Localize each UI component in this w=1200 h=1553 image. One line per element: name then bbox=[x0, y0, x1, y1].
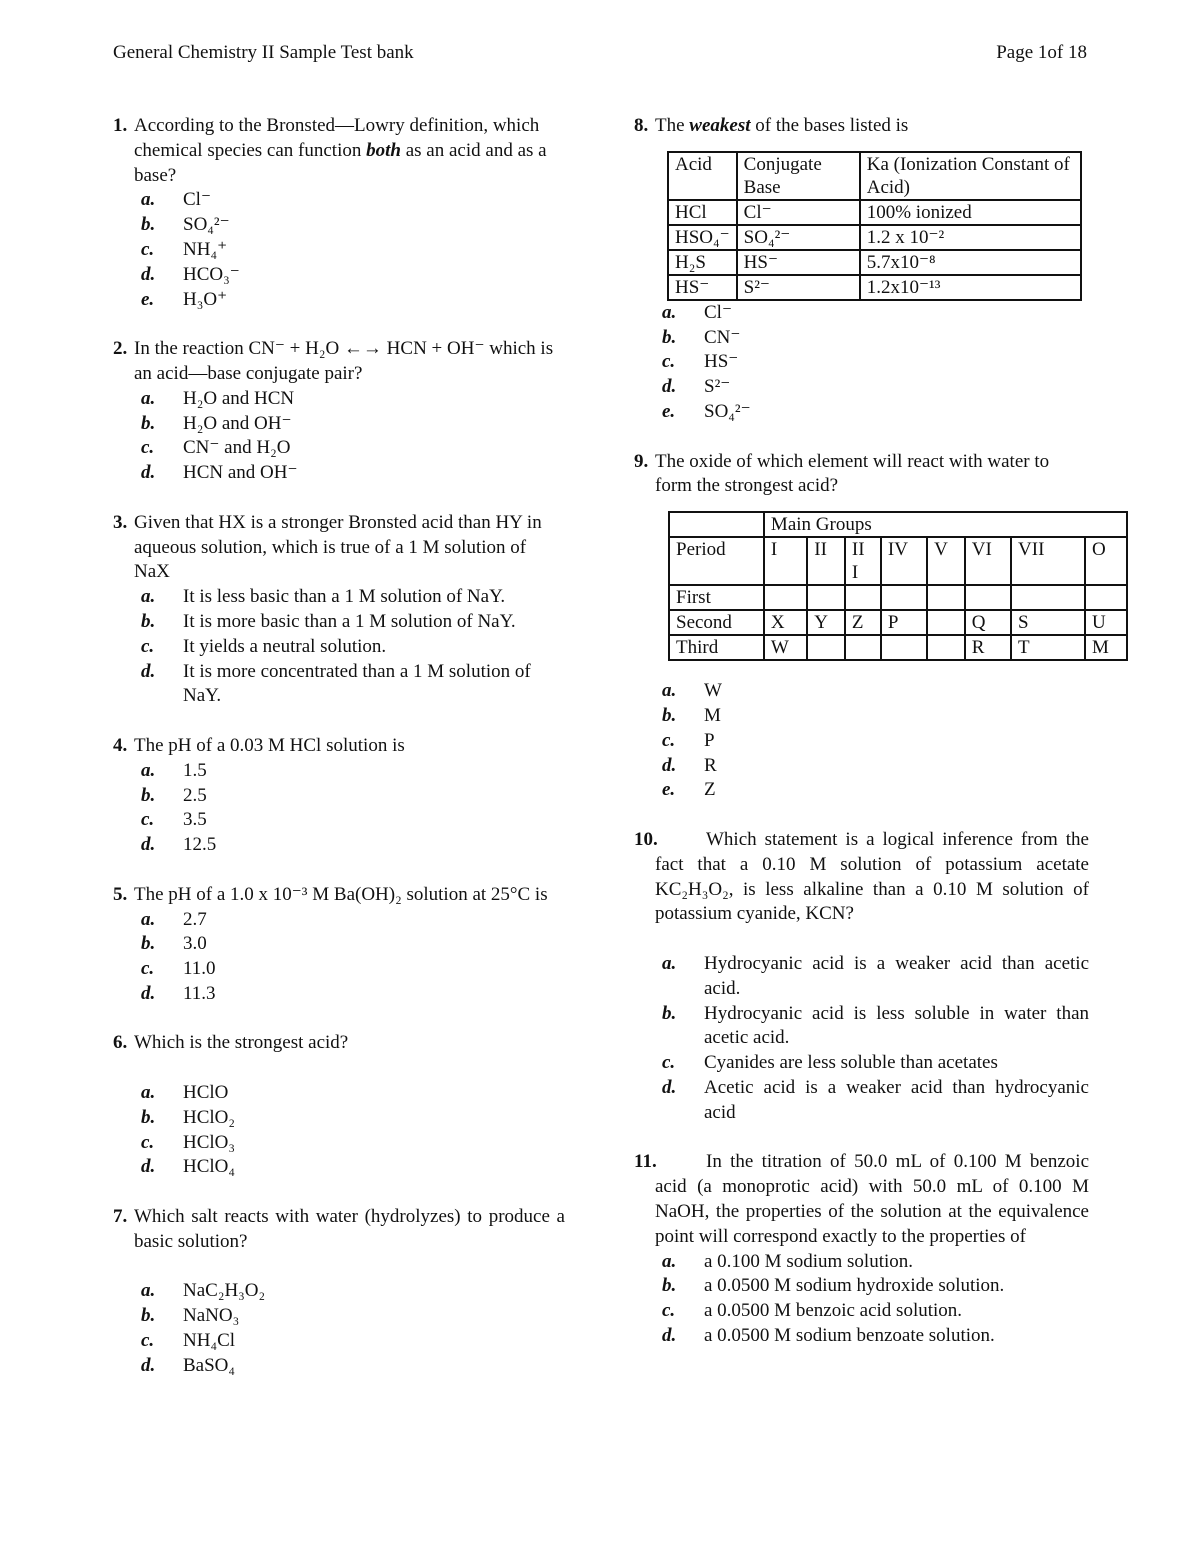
question-9 bbox=[634, 450, 1109, 804]
table-row: HSO₄⁻ SO₄²⁻ 1.2 x 10⁻² bbox=[668, 225, 1081, 250]
question-text: The oxide of which element will react with water to form the strongest acid? bbox=[655, 450, 1050, 497]
option-b: b. SO₄²⁻ bbox=[141, 214, 230, 236]
question-number: 7. bbox=[113, 1206, 128, 1228]
question-number: 1. bbox=[113, 115, 128, 136]
option-b: b. NaNO₃ bbox=[141, 1305, 240, 1327]
question-3 bbox=[113, 511, 565, 709]
question-text: In the titration of 50.0 mL of 0.100 M benzoic acid (a monoprotic acid) with 50.0 mL of 0.100 M NaOH, the properties of the solution at the equivalence point will correspond exactly to the properties of bbox=[655, 1151, 1089, 1247]
question-text: The pH of a 0.03 M HCl solution is bbox=[134, 734, 405, 756]
question-number: 9. bbox=[634, 450, 649, 472]
option-b: b. 2.5 bbox=[141, 784, 207, 806]
option-c: c. Cyanides are less soluble than acetates bbox=[662, 1052, 998, 1074]
option-c: c. P bbox=[662, 729, 715, 751]
option-b: b. a 0.0500 M sodium hydroxide solution. bbox=[662, 1275, 1005, 1297]
option-e: e. Z bbox=[662, 779, 716, 801]
table-header: Main Groups bbox=[764, 512, 1127, 537]
question-text: Which salt reacts with water (hydrolyzes) to produce a basic solution? bbox=[134, 1206, 565, 1252]
table-row: H₂S HS⁻ 5.7x10⁻⁸ bbox=[668, 250, 1081, 275]
table-header: Period bbox=[669, 537, 764, 585]
option-b: b. H₂O and OH⁻ bbox=[141, 412, 292, 434]
acid-base-table bbox=[667, 151, 1082, 301]
question-11 bbox=[634, 1150, 1089, 1348]
table-header: Ka (Ionization Constant of Acid) bbox=[860, 152, 1081, 200]
option-d: d. Acetic acid is a weaker acid than hydrocyanic acid bbox=[662, 1076, 1089, 1123]
question-4 bbox=[113, 734, 565, 858]
question-text: In the reaction CN⁻ + H₂O ←→ HCN + OH⁻ which is an acid—base conjugate pair? bbox=[134, 338, 554, 384]
option-b: b. M bbox=[662, 704, 721, 726]
question-number: 2. bbox=[113, 338, 128, 360]
table-row: First bbox=[669, 585, 1127, 610]
option-d: d. a 0.0500 M sodium benzoate solution. bbox=[662, 1324, 995, 1346]
question-number: 4. bbox=[113, 734, 128, 756]
question-number: 11. bbox=[634, 1151, 657, 1173]
question-text: Given that HX is a stronger Bronsted acid than HY in aqueous solution, which is true of a 1 M solution of NaX bbox=[134, 511, 542, 583]
option-d: d. HCO₃⁻ bbox=[141, 263, 240, 285]
option-c: c. NH₄Cl bbox=[141, 1330, 236, 1352]
option-c: c. 3.5 bbox=[141, 809, 207, 831]
question-number: 6. bbox=[113, 1032, 128, 1054]
table-header-row: Period I II II I IV V VI VII O bbox=[669, 537, 1127, 585]
option-b: b. CN⁻ bbox=[662, 326, 741, 348]
option-c: c. It yields a neutral solution. bbox=[141, 635, 387, 657]
question-number: 8. bbox=[634, 115, 649, 136]
option-d: d. HClO₄ bbox=[141, 1156, 236, 1178]
option-c: c. HClO₃ bbox=[141, 1131, 236, 1153]
question-text: Which is the strongest acid? bbox=[134, 1032, 349, 1054]
option-d: d. It is more concentrated than a 1 M solution of NaY. bbox=[141, 660, 531, 707]
option-c: c. 11.0 bbox=[141, 958, 216, 980]
table-row: HCl Cl⁻ 100% ionized bbox=[668, 200, 1081, 225]
option-d: d. 12.5 bbox=[141, 834, 217, 856]
option-d: d. R bbox=[662, 754, 717, 776]
option-a: a. a 0.100 M sodium solution. bbox=[662, 1250, 914, 1272]
option-a: a. H₂O and HCN bbox=[141, 387, 295, 409]
option-d: d. S²⁻ bbox=[662, 376, 731, 398]
question-6 bbox=[113, 1031, 565, 1180]
question-number: 10. bbox=[634, 828, 658, 850]
question-8 bbox=[634, 114, 1089, 425]
option-a: a. Cl⁻ bbox=[662, 301, 732, 323]
table-header-row bbox=[668, 152, 1081, 200]
option-e: e. H₃O⁺ bbox=[141, 288, 228, 310]
table-header: Acid bbox=[668, 152, 737, 200]
header-title: General Chemistry II Sample Test bank bbox=[113, 42, 414, 63]
table-row: Second X Y Z P Q S U bbox=[669, 610, 1127, 635]
option-a: a. It is less basic than a 1 M solution of NaY. bbox=[141, 586, 506, 608]
option-a: a. NaC₂H₃O₂ bbox=[141, 1280, 266, 1302]
question-2 bbox=[113, 337, 565, 486]
question-10 bbox=[634, 828, 1089, 1126]
option-a: a. 1.5 bbox=[141, 759, 207, 781]
question-7 bbox=[113, 1205, 565, 1379]
option-c: c. HS⁻ bbox=[662, 351, 739, 373]
question-number: 5. bbox=[113, 883, 128, 905]
question-text: The pH of a 1.0 x 10⁻³ M Ba(OH)₂ solution at 25°C is bbox=[134, 883, 548, 905]
question-text: According to the Bronsted—Lowry definition, which chemical species can function both as an acid and as a base? bbox=[134, 115, 547, 186]
question-text: The weakest of the bases listed is bbox=[655, 115, 909, 136]
option-a: a. HClO bbox=[141, 1082, 229, 1104]
option-d: d. 11.3 bbox=[141, 982, 216, 1004]
option-d: d. HCN and OH⁻ bbox=[141, 462, 298, 484]
table-row: HS⁻ S²⁻ 1.2x10⁻¹³ bbox=[668, 275, 1081, 300]
option-b: b. HClO₂ bbox=[141, 1106, 236, 1128]
option-a: a. W bbox=[662, 680, 722, 702]
right-column bbox=[634, 114, 1109, 1373]
question-5 bbox=[113, 883, 565, 1007]
periodic-groups-table bbox=[668, 511, 1128, 661]
left-column bbox=[113, 114, 565, 1403]
option-c: c. CN⁻ and H₂O bbox=[141, 437, 291, 459]
option-c: c. NH₄⁺ bbox=[141, 238, 228, 260]
option-a: a. Hydrocyanic acid is a weaker acid than acetic acid. bbox=[662, 952, 1089, 999]
question-number: 3. bbox=[113, 511, 128, 533]
option-b: b. Hydrocyanic acid is less soluble in water than acetic acid. bbox=[662, 1002, 1089, 1049]
option-e: e. SO₄²⁻ bbox=[662, 400, 751, 422]
page-number: Page 1of 18 bbox=[996, 42, 1087, 63]
question-text: Which statement is a logical inference from the fact that a 0.10 M solution of potassium acetate KC₂H₃O₂, is less alkaline than a 0.10 M solution of potassium cyanide, KCN? bbox=[655, 828, 1089, 925]
option-b: b. It is more basic than a 1 M solution of NaY. bbox=[141, 610, 516, 632]
option-d: d. BaSO₄ bbox=[141, 1354, 236, 1376]
option-a: a. Cl⁻ bbox=[141, 189, 211, 211]
table-header: Conjugate Base bbox=[737, 152, 860, 200]
table-row: Third W R T M bbox=[669, 635, 1127, 660]
question-1 bbox=[113, 114, 565, 312]
option-b: b. 3.0 bbox=[141, 933, 207, 955]
option-c: c. a 0.0500 M benzoic acid solution. bbox=[662, 1300, 963, 1322]
option-a: a. 2.7 bbox=[141, 908, 207, 930]
